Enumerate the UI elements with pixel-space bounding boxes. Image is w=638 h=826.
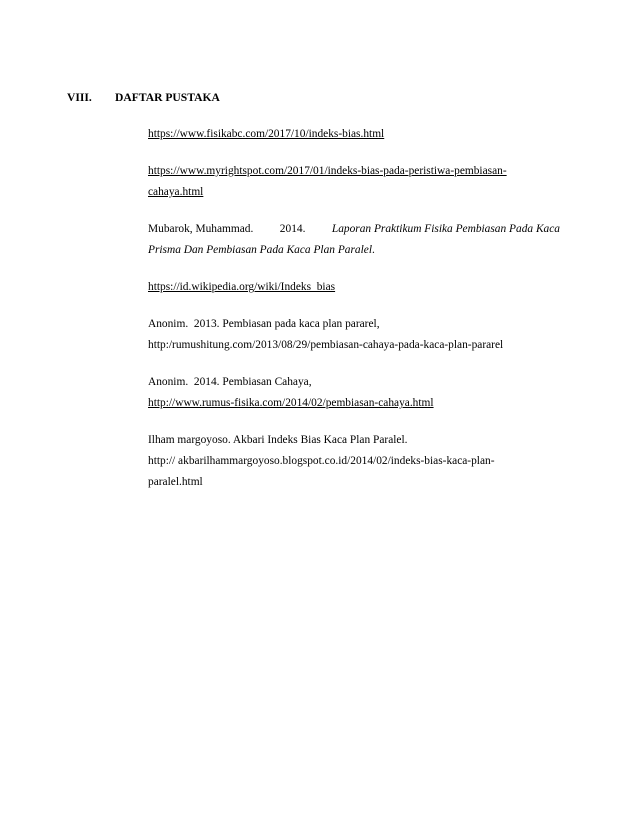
reference-list [148, 124, 568, 509]
reference-item [148, 161, 568, 203]
reference-text: 2013. Pembiasan pada kaca plan pararel, [193, 318, 380, 330]
reference-citation-line [148, 240, 568, 261]
reference-item [148, 430, 568, 493]
reference-url-text: http:// akbarilhammargoyoso.blogspot.co.id/2014/02/indeks-bias-kaca-plan- [148, 455, 495, 467]
reference-link-continued[interactable]: cahaya.html [148, 186, 204, 198]
reference-citation-line [148, 314, 568, 335]
reference-item [148, 124, 568, 145]
section-number: VIII. [67, 91, 92, 104]
reference-end-punct: . [372, 244, 375, 256]
reference-link[interactable]: http://www.rumus-fisika.com/2014/02/pembiasan-cahaya.html [148, 397, 434, 409]
reference-text: Ilham margoyoso. Akbari Indeks Bias Kaca Plan Paralel. [148, 434, 408, 446]
reference-citation-line [148, 372, 568, 393]
reference-url-text-continued: paralel.html [148, 476, 203, 488]
reference-author: Anonim. [148, 318, 189, 330]
reference-link[interactable]: https://www.fisikabc.com/2017/10/indeks-bias.html [148, 128, 385, 140]
section-heading [67, 92, 220, 104]
reference-author: Mubarok, Muhammad. [148, 223, 254, 235]
reference-item [148, 219, 568, 261]
reference-citation-line [148, 219, 560, 240]
reference-title-continued: Prisma Dan Pembiasan Pada Kaca Plan Paralel [148, 244, 372, 256]
reference-item [148, 314, 568, 356]
reference-text: 2014. Pembiasan Cahaya, [193, 376, 312, 388]
reference-link[interactable]: https://id.wikipedia.org/wiki/Indeks_bias [148, 281, 336, 293]
reference-item [148, 372, 568, 414]
reference-year: 2014. [279, 223, 306, 235]
reference-link[interactable]: https://www.myrightspot.com/2017/01/indeks-bias-pada-peristiwa-pembiasan- [148, 165, 507, 177]
reference-url-text: http:/rumushitung.com/2013/08/29/pembiasan-cahaya-pada-kaca-plan-pararel [148, 339, 504, 351]
reference-author: Anonim. [148, 376, 189, 388]
reference-title: Laporan Praktikum Fisika Pembiasan Pada Kaca [331, 223, 560, 235]
reference-item [148, 277, 568, 298]
section-title: DAFTAR PUSTAKA [115, 91, 220, 104]
